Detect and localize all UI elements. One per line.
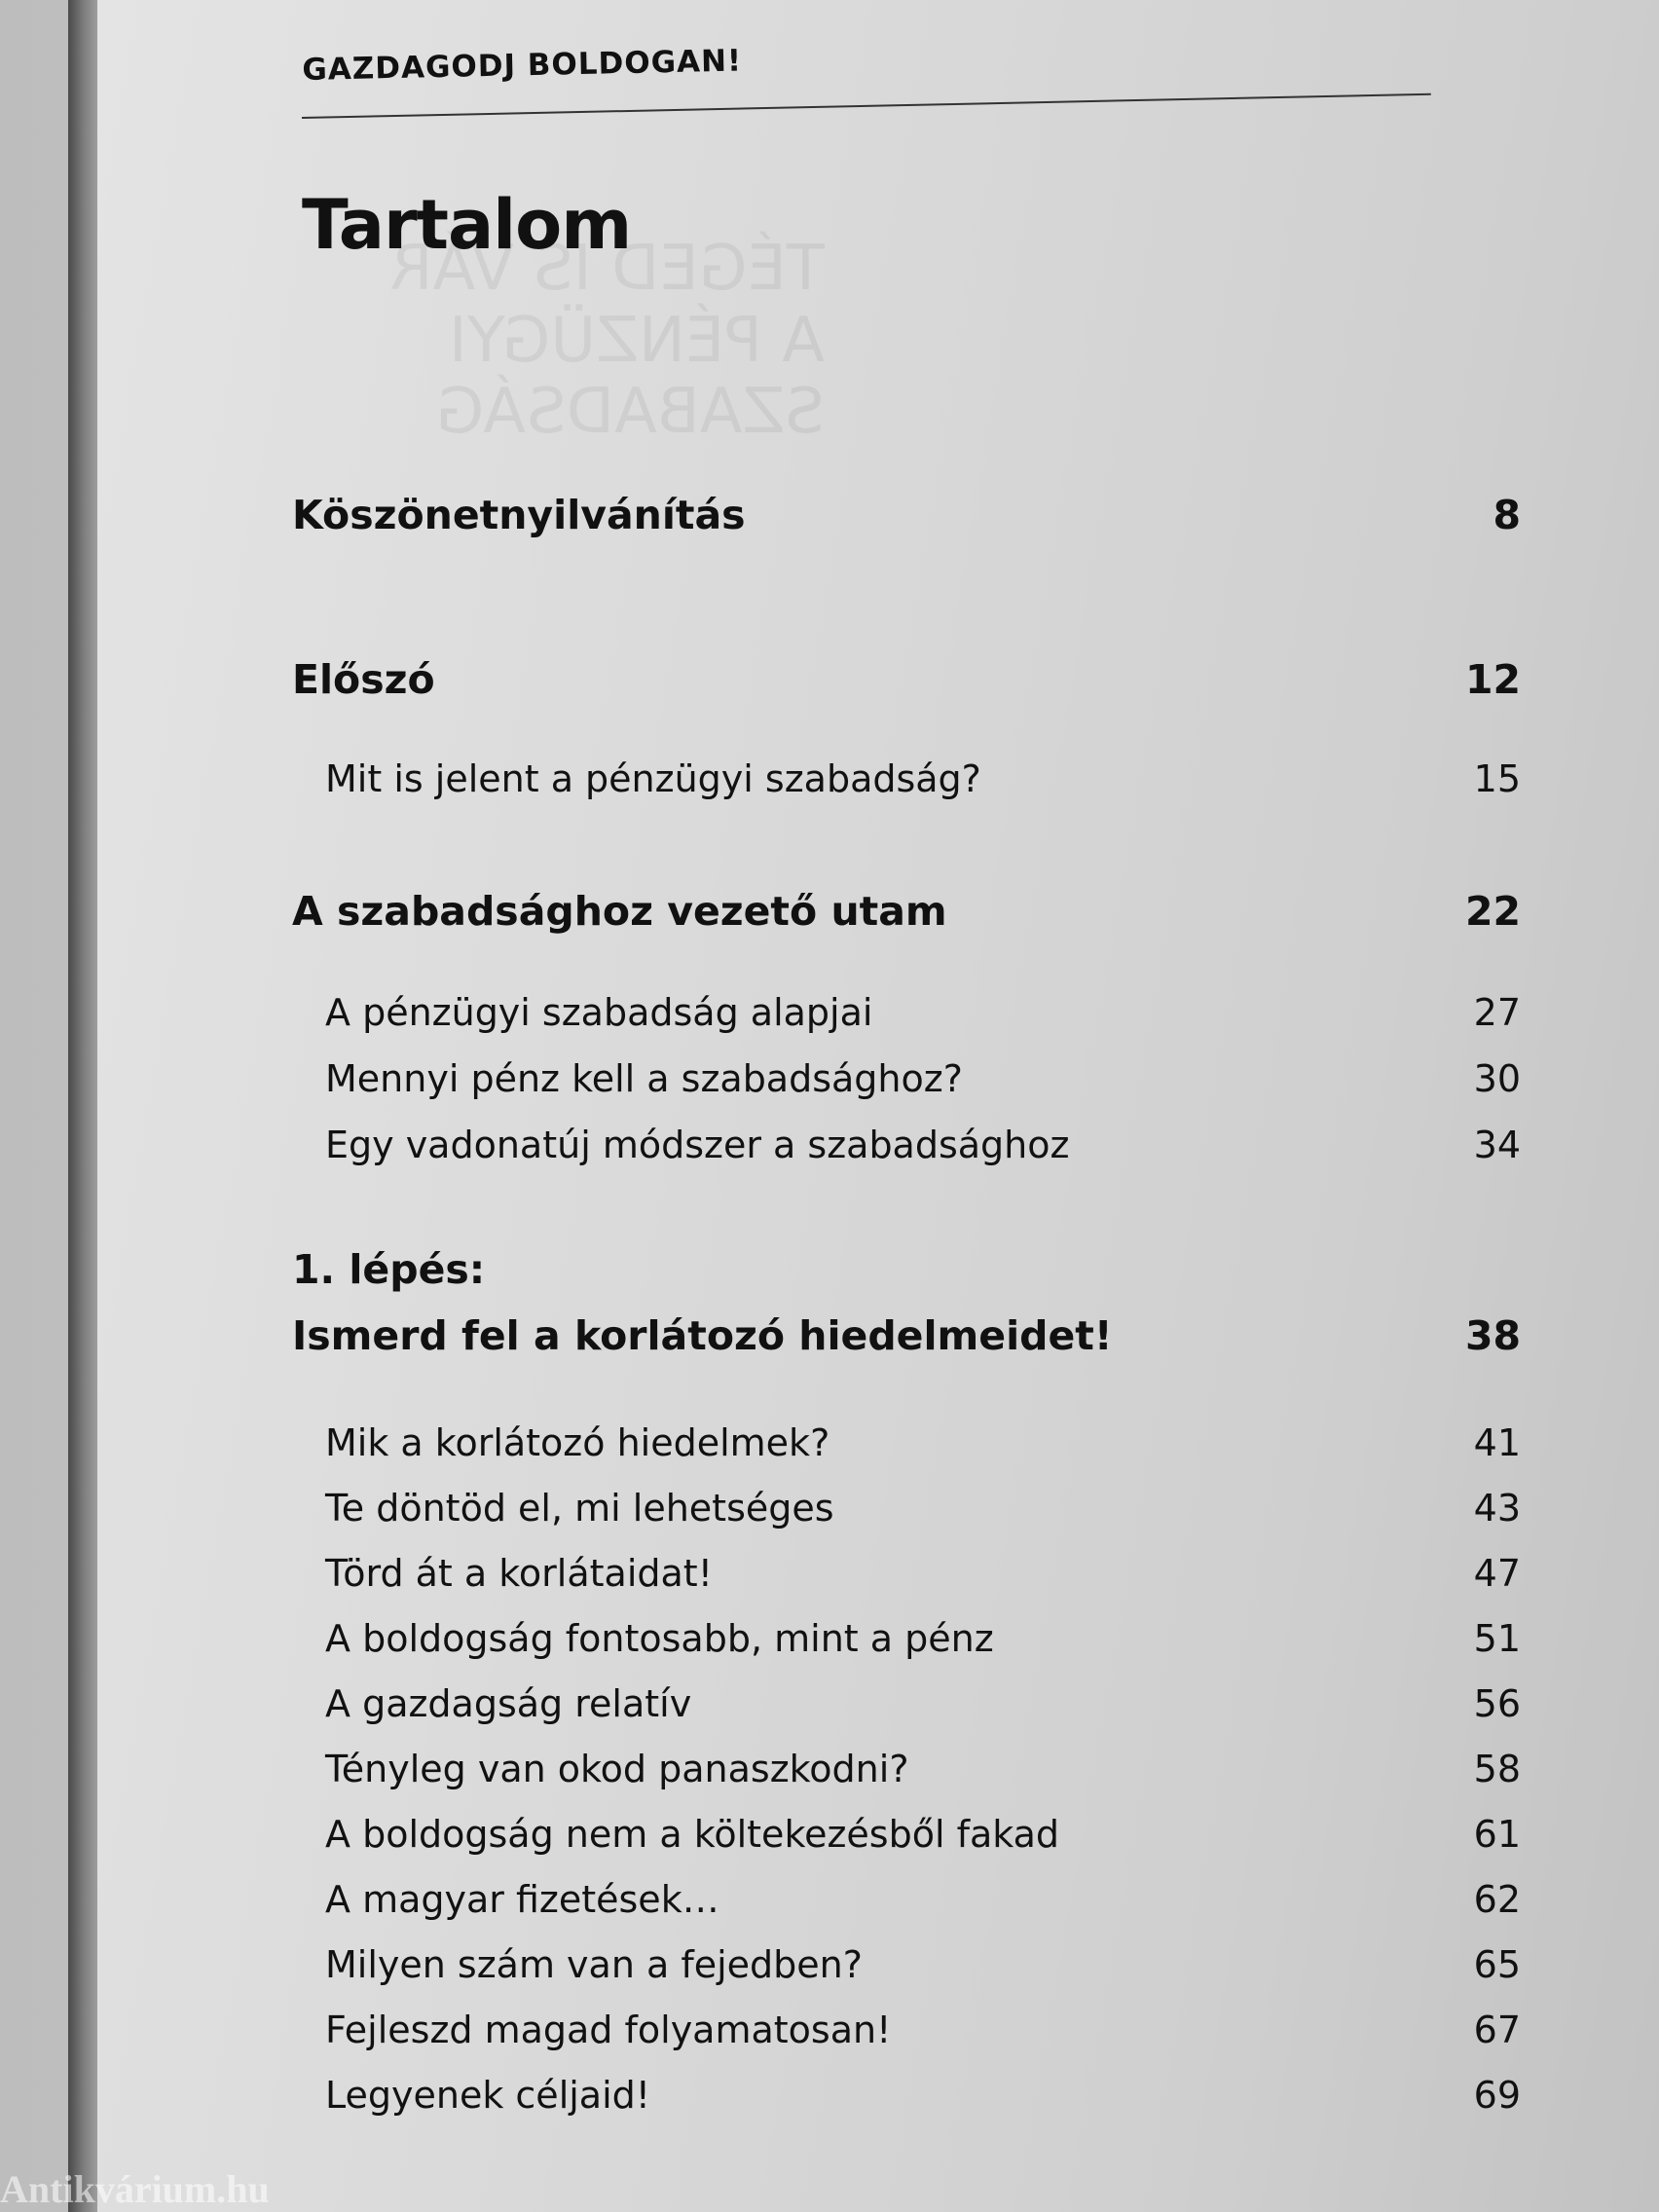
- toc-subentry[interactable]: [292, 757, 1521, 800]
- watermark: Antikvárium.hu: [0, 2167, 270, 2211]
- toc-entry-title: A gazdagság relatív: [325, 1682, 692, 1725]
- toc-entry-title: Törd át a korlátaidat!: [325, 1552, 713, 1595]
- toc-entry-my-path[interactable]: [292, 888, 1521, 935]
- toc-entry-title: Egy vadonatúj módszer a szabadsághoz: [325, 1124, 1070, 1166]
- toc-entry-title: A szabadsághoz vezető utam: [292, 888, 947, 935]
- toc-entry-page: 27: [1473, 991, 1521, 1034]
- page-title: Tartalom: [302, 185, 632, 265]
- toc-subentry[interactable]: [292, 1943, 1521, 1986]
- toc-subentry[interactable]: [292, 1057, 1521, 1100]
- toc-subentry[interactable]: [292, 1552, 1521, 1595]
- show-through-line: TÉGED IS VÁR: [389, 233, 825, 305]
- toc-entry-title: Milyen szám van a fejedben?: [325, 1943, 863, 1986]
- toc-entry-page: 51: [1473, 1617, 1521, 1660]
- toc-entry-page: 67: [1473, 2009, 1521, 2051]
- toc-subentry[interactable]: [292, 1617, 1521, 1660]
- toc-entry-page: 12: [1464, 656, 1521, 703]
- toc-subentry[interactable]: [292, 2074, 1521, 2117]
- show-through-line: A PÉNZÜGYI: [448, 304, 825, 377]
- book-page: [97, 0, 1659, 2212]
- toc-entry-page: 8: [1493, 492, 1521, 538]
- toc-entry-title: Mik a korlátozó hiedelmek?: [325, 1421, 830, 1464]
- toc-entry-page: 41: [1473, 1421, 1521, 1464]
- toc-subentry[interactable]: [292, 1878, 1521, 1921]
- toc-entry-title: A boldogság fontosabb, mint a pénz: [325, 1617, 994, 1660]
- toc-entry-page: 69: [1473, 2074, 1521, 2117]
- toc-subentry[interactable]: [292, 2009, 1521, 2051]
- toc-entry-page: 22: [1464, 888, 1521, 935]
- toc-subentry[interactable]: [292, 1682, 1521, 1725]
- toc-entry-page: 65: [1473, 1943, 1521, 1986]
- toc-subentry[interactable]: [292, 1487, 1521, 1530]
- toc-subentry[interactable]: [292, 991, 1521, 1034]
- toc-entry-title: Tényleg van okod panaszkodni?: [325, 1748, 909, 1790]
- toc-step-label: 1. lépés:: [292, 1246, 486, 1293]
- toc-entry-page: 62: [1473, 1878, 1521, 1921]
- toc-subentry[interactable]: [292, 1421, 1521, 1464]
- toc-entry-title: Mennyi pénz kell a szabadsághoz?: [325, 1057, 963, 1100]
- toc-entry-title: Fejleszd magad folyamatosan!: [325, 2009, 892, 2051]
- toc-entry-title: A pénzügyi szabadság alapjai: [325, 991, 873, 1034]
- running-header: GAZDAGODJ BOLDOGAN!: [302, 43, 743, 88]
- toc-entry-preface[interactable]: [292, 656, 1521, 703]
- toc-entry-title: Mit is jelent a pénzügyi szabadság?: [325, 757, 981, 800]
- toc-entry-page: 38: [1464, 1312, 1521, 1359]
- toc-entry-title: Köszönetnyilvánítás: [292, 492, 746, 538]
- toc-entry-step1[interactable]: [292, 1312, 1521, 1359]
- toc-entry-title: Legyenek céljaid!: [325, 2074, 651, 2117]
- toc-subentry[interactable]: [292, 1813, 1521, 1856]
- table-of-contents: [97, 0, 1659, 2212]
- toc-entry-acknowledgements[interactable]: [292, 492, 1521, 538]
- toc-entry-title: A boldogság nem a költekezésből fakad: [325, 1813, 1060, 1856]
- toc-entry-title: A magyar fizetések…: [325, 1878, 719, 1921]
- toc-subentry[interactable]: [292, 1748, 1521, 1790]
- toc-entry-page: 43: [1473, 1487, 1521, 1530]
- toc-entry-page: 34: [1473, 1124, 1521, 1166]
- toc-entry-page: 58: [1473, 1748, 1521, 1790]
- toc-entry-page: 15: [1473, 757, 1521, 800]
- toc-entry-title: Te döntöd el, mi lehetséges: [325, 1487, 834, 1530]
- toc-subentry[interactable]: [292, 1124, 1521, 1166]
- toc-entry-page: 56: [1473, 1682, 1521, 1725]
- toc-entry-title: Előszó: [292, 656, 435, 703]
- toc-entry-title: Ismerd fel a korlátozó hiedelmeidet!: [292, 1312, 1113, 1359]
- show-through-line: SZABADSÁG: [435, 376, 825, 449]
- toc-entry-page: 47: [1473, 1552, 1521, 1595]
- toc-entry-page: 61: [1473, 1813, 1521, 1856]
- toc-entry-page: 30: [1473, 1057, 1521, 1100]
